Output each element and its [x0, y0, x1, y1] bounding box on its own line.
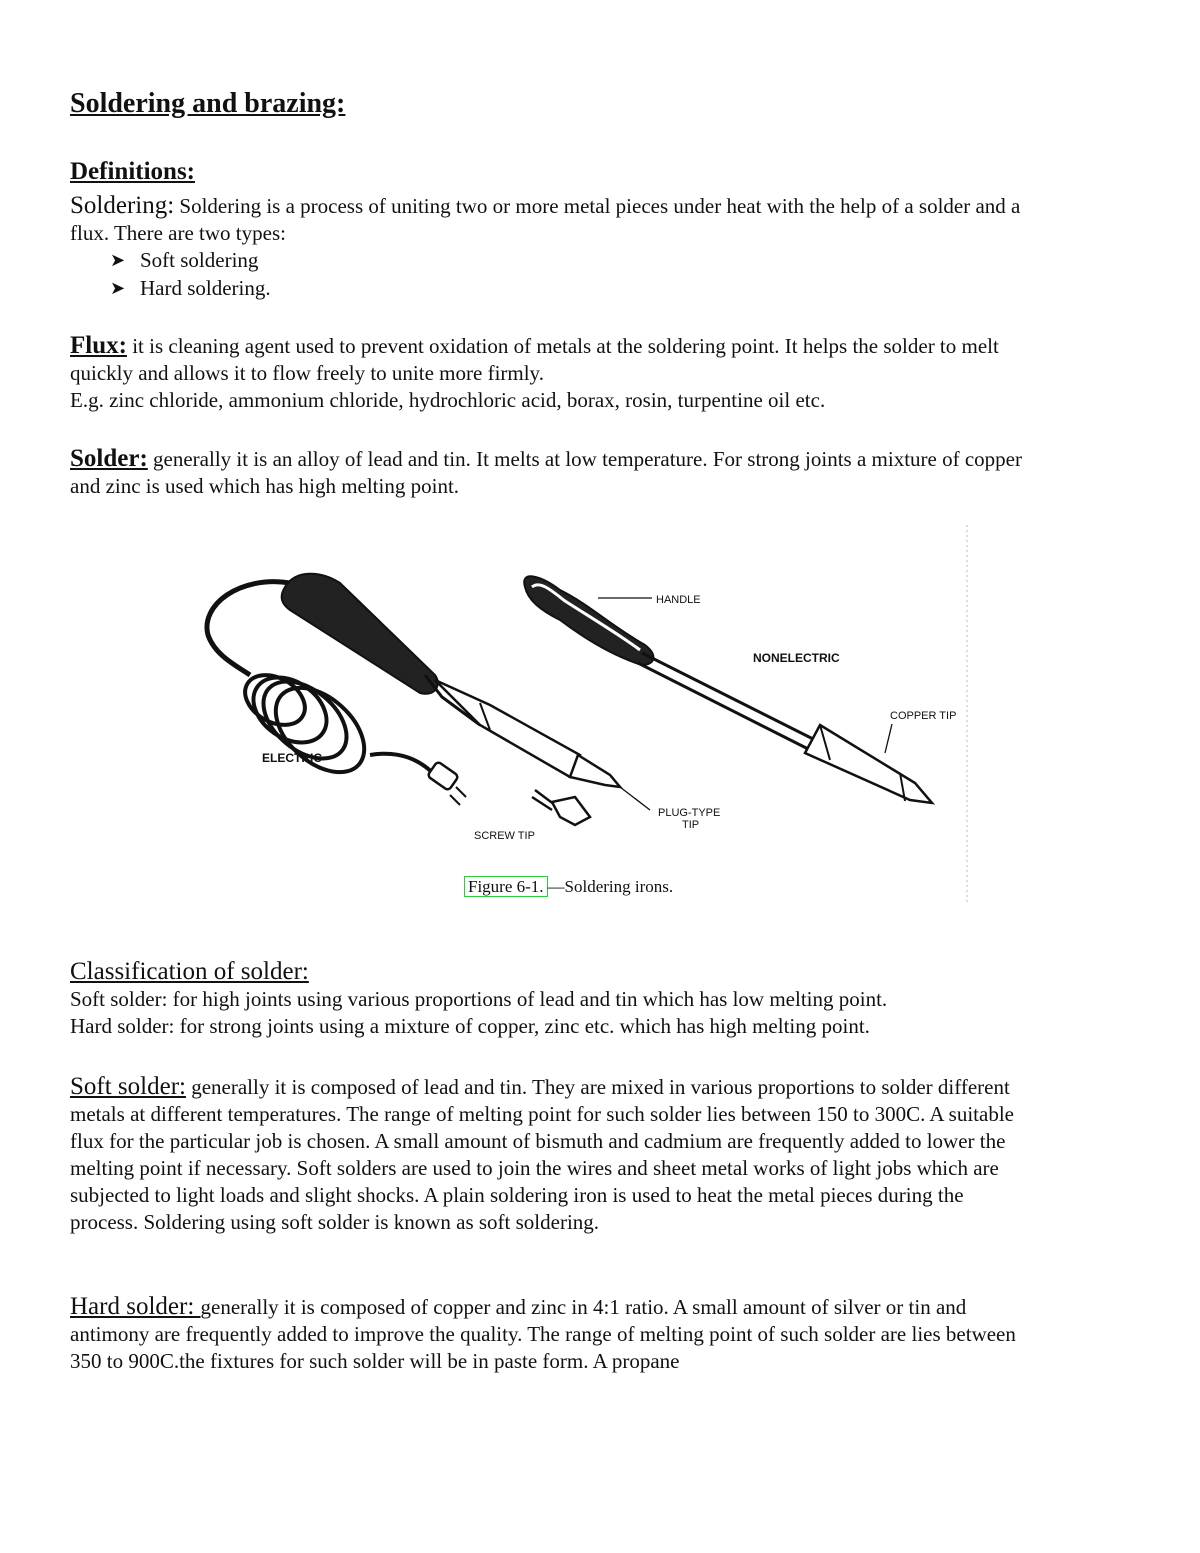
- hard-solder-text: generally it is composed of copper and zinc in 4:1 ratio. A small amount of silver or tin and antimony are frequently added to improve the quality. The range of melting point of such solder are lies between 350 to 900C.the fixtures for such solder will be in paste form. A propane: [70, 1295, 1016, 1373]
- classification-section: [70, 958, 1030, 1040]
- hard-solder-section: [70, 1293, 1020, 1375]
- soldering-text: Soldering is a process of uniting two or more metal pieces under heat with the help of a solder and a flux. There are two types:: [70, 194, 1021, 245]
- label-nonelectric: NONELECTRIC: [753, 651, 840, 665]
- figure-caption-text: —Soldering irons.: [547, 877, 674, 896]
- arrow-bullet-icon: ➤: [110, 278, 126, 298]
- flux-text: it is cleaning agent used to prevent oxidation of metals at the soldering point. It helps the solder to melt quickly and allows it to flow freely to unite more firmly.: [70, 334, 999, 385]
- hard-solder-term: Hard solder:: [70, 1293, 201, 1320]
- page-title: Soldering and brazing:: [70, 88, 346, 119]
- arrow-bullet-icon: ➤: [110, 250, 126, 270]
- classification-hard: Hard solder: for strong joints using a mixture of copper, zinc etc. which has high melting point.: [70, 1014, 870, 1038]
- label-copper-tip: COPPER TIP: [890, 710, 957, 722]
- solder-definition: [70, 445, 1030, 500]
- soldering-irons-figure: [180, 525, 970, 905]
- soldering-term: Soldering:: [70, 192, 175, 219]
- label-electric: ELECTRIC: [262, 751, 322, 765]
- label-handle: HANDLE: [656, 594, 701, 606]
- soldering-definition: [70, 192, 1030, 247]
- flux-definition: [70, 332, 1030, 414]
- screw-tip: [532, 790, 590, 825]
- soldering-types-list: [110, 246, 271, 302]
- soft-solder-term: Soft solder:: [70, 1073, 186, 1100]
- soft-solder-section: [70, 1073, 1030, 1236]
- list-item: ➤ Soft soldering: [110, 248, 259, 272]
- figure-number: Figure 6-1.: [464, 876, 548, 897]
- figure-caption: [464, 877, 673, 897]
- solder-text: generally it is an alloy of lead and tin. It melts at low temperature. For strong joints a mixture of copper and zinc is used which has high melting point.: [70, 447, 1022, 498]
- label-plug-type-tip: TIP: [682, 819, 700, 831]
- classification-soft: Soft solder: for high joints using various proportions of lead and tin which has low melting point.: [70, 987, 888, 1011]
- soldering-irons-illustration: [180, 525, 970, 905]
- label-plug-type: PLUG-TYPE: [658, 807, 721, 819]
- flux-term: Flux:: [70, 332, 127, 359]
- definitions-heading: Definitions:: [70, 158, 195, 185]
- soft-solder-text: generally it is composed of lead and tin. They are mixed in various proportions to solder different metals at different temperatures. The range of melting point for such solder lies between 150 to 300C. A suitable flux for the particular job is chosen. A small amount of bismuth and cadmium are frequently added to lower the melting point if necessary. Soft solders are used to join the wires and sheet metal works of light jobs which are subjected to light loads and slight shocks. A plain soldering iron is used to heat the metal pieces during the process. Soldering using soft solder is known as soft soldering.: [70, 1075, 1014, 1234]
- solder-term: Solder:: [70, 445, 148, 472]
- label-screw-tip: SCREW TIP: [474, 830, 535, 842]
- classification-heading: Classification of solder:: [70, 958, 309, 985]
- list-item: ➤ Hard soldering.: [110, 276, 271, 300]
- flux-example: E.g. zinc chloride, ammonium chloride, hydrochloric acid, borax, rosin, turpentine oil etc.: [70, 388, 826, 412]
